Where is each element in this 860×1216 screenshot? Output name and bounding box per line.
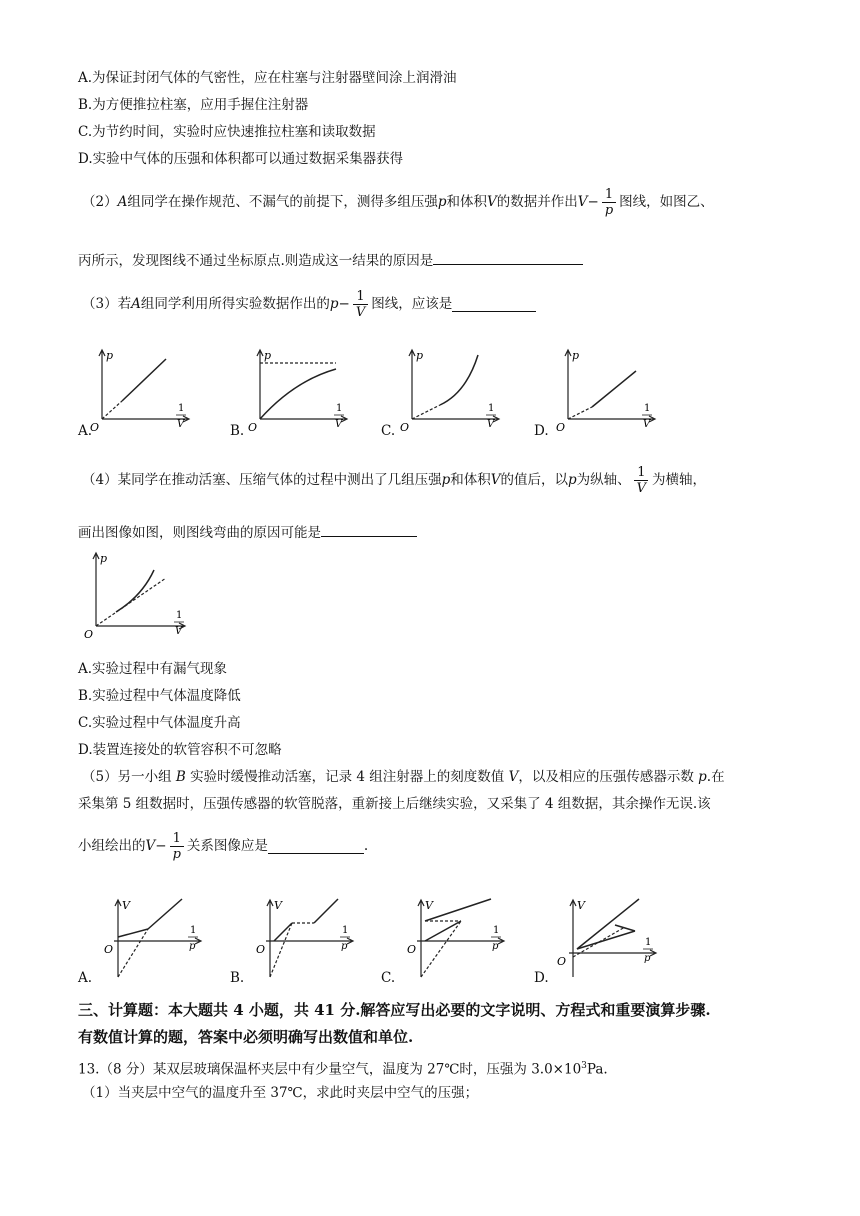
axis-y-label: p	[264, 349, 272, 362]
q3-text: （3）若 A 组同学利用所得实验数据作出的 p − $\frac{1}{V}$ 图线，应该是	[82, 287, 536, 321]
q1-option-c: C.为节约时间，实验时应快速推拉柱塞和读取数据	[78, 124, 376, 140]
q1-option-b: B.为方便推拉柱塞，应用手握住注射器	[78, 97, 309, 113]
origin-label: O	[407, 943, 417, 956]
q5-line1: （5）另一小组 B 实验时缓慢推动活塞，记录 4 组注射器上的刻度数值 V，以及相应的压强传感器示数 p.在	[82, 769, 725, 785]
q4-graph	[80, 548, 192, 644]
q5-line2: 采集第 5 组数据时，压强传感器的软管脱落，重新接上后继续实验，又采集了 4 组数据，其余操作无误.该	[78, 796, 711, 812]
q5-graph-b	[252, 893, 362, 983]
q1-option-a: A.为保证封闭气体的气密性，应在柱塞与注射器壁间涂上润滑油	[78, 70, 457, 86]
q4-text: （4）某同学在推动活塞、压缩气体的过程中测出了几组压强 p 和体积 V 的值后，以 p 为纵轴、 $\frac{1}{V}$ 为横轴，	[82, 464, 707, 496]
q1-option-d: D.实验中气体的压强和体积都可以通过数据采集器获得	[78, 151, 404, 167]
axis-y-label: V	[122, 899, 130, 912]
axis-x-num: 1	[178, 403, 185, 414]
axis-x-den: V	[487, 419, 495, 430]
q13-stem: 13.（8 分）某双层玻璃保温杯夹层中有少量空气，温度为 27℃时，压强为 $3.0\times 10^3Pa$.	[78, 1061, 608, 1078]
q13-sub1: （1）当夹层中空气的温度升至 37℃，求此时夹层中空气的压强；	[82, 1085, 479, 1101]
axis-y-label: p	[416, 349, 424, 362]
axis-y-label: V	[274, 899, 282, 912]
answer-blank[interactable]	[433, 250, 583, 265]
axis-x-den: p	[341, 941, 348, 952]
q5-graph-a	[100, 893, 210, 983]
axis-x-den: V	[643, 419, 651, 430]
origin-label: O	[556, 421, 566, 434]
axis-y-label: V	[425, 899, 433, 912]
q3-label-a: A.	[78, 423, 93, 439]
axis-x-num: 1	[342, 925, 349, 936]
answer-blank[interactable]	[452, 297, 536, 312]
q4-option-b: B.实验过程中气体温度降低	[78, 688, 241, 704]
q4-option-c: C.实验过程中气体温度升高	[78, 715, 241, 731]
axis-y-label: p	[106, 349, 114, 362]
origin-label: O	[90, 421, 100, 434]
axis-x-den: V	[335, 419, 343, 430]
axis-x-num: 1	[336, 403, 343, 414]
origin-label: O	[557, 955, 567, 968]
q2-fraction: $\frac{1}{p}$	[602, 187, 616, 218]
q5-graph-d	[555, 893, 665, 983]
origin-label: O	[400, 421, 410, 434]
q5-line3: 小组绘出的 V − $\frac{1}{p}$ 关系图像应是 .	[78, 830, 369, 862]
q4-line2: 画出图像如图，则图线弯曲的原因可能是	[78, 522, 417, 543]
q3-fraction: $\frac{1}{V}$	[353, 289, 368, 320]
axis-x-num: 1	[176, 610, 183, 621]
q5-label-c: C.	[381, 970, 396, 986]
q5-graph-c	[403, 893, 513, 983]
axis-x-num: 1	[488, 403, 495, 414]
q3-graph-d	[550, 345, 660, 437]
axis-x-num: 1	[190, 925, 197, 936]
axis-x-num: 1	[493, 925, 500, 936]
q5-label-b: B.	[230, 970, 245, 986]
section3-heading-line2: 有数值计算的题，答案中必须明确写出数值和单位.	[78, 1028, 414, 1046]
axis-y-label: p	[572, 349, 580, 362]
q3-graph-b	[242, 345, 352, 437]
q4-option-a: A.实验过程中有漏气现象	[78, 661, 228, 677]
axis-x-den: p	[492, 941, 499, 952]
q5-fraction: $\frac{1}{p}$	[170, 831, 184, 862]
axis-x-den: p	[189, 941, 196, 952]
origin-label: O	[256, 943, 266, 956]
q3-graph-c	[396, 345, 506, 437]
origin-label: O	[84, 628, 94, 641]
axis-x-den: V	[175, 626, 183, 637]
answer-blank[interactable]	[321, 522, 417, 537]
origin-label: O	[248, 421, 258, 434]
q5-label-a: A.	[78, 970, 93, 986]
q4-fraction: $\frac{1}{V}$	[634, 465, 649, 496]
q4-option-d: D.装置连接处的软管容积不可忽略	[78, 742, 282, 758]
q3-label-b: B.	[230, 423, 245, 439]
axis-x-den: V	[177, 419, 185, 430]
origin-label: O	[104, 943, 114, 956]
axis-x-den: p	[644, 953, 651, 964]
q3-graph-a	[88, 345, 198, 437]
section3-heading: 三、计算题：本大题共 4 小题，共 41 分.解答应写出必要的文字说明、方程式和重要演算步骤.	[78, 1001, 711, 1019]
q3-label-d: D.	[534, 423, 549, 439]
q3-label-c: C.	[381, 423, 396, 439]
axis-y-label: p	[100, 552, 108, 565]
axis-y-label: V	[577, 899, 585, 912]
q2-text: （2） A 组同学在操作规范、不漏气的前提下，测得多组压强 p 和体积 V 的数据并作出 V − $\frac{1}{p}$ 图线，如图乙、	[82, 186, 714, 218]
q2-line2: 丙所示，发现图线不通过坐标原点.则造成这一结果的原因是	[78, 250, 583, 271]
q5-label-d: D.	[534, 970, 549, 986]
axis-x-num: 1	[645, 937, 652, 948]
answer-blank[interactable]	[268, 839, 364, 854]
axis-x-num: 1	[644, 403, 651, 414]
